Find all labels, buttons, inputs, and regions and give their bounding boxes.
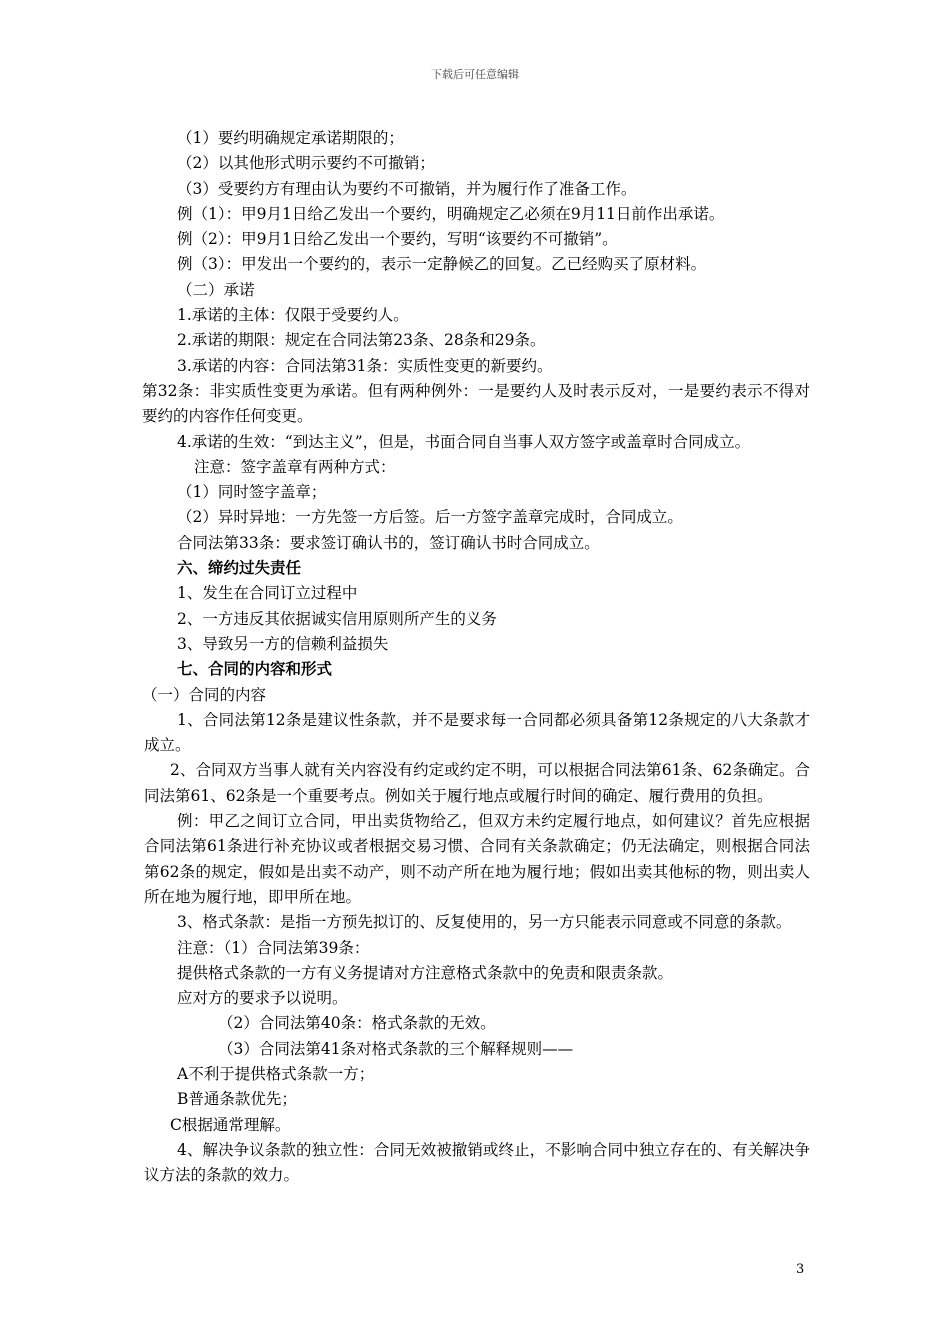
- paragraph: （2）以其他形式明示要约不可撤销；: [177, 154, 435, 173]
- list-item: C根据通常理解。: [170, 1115, 291, 1134]
- paragraph: （2）合同法第40条：格式条款的无效。: [218, 1014, 496, 1033]
- page-header: 下载后可任意编辑: [431, 68, 519, 81]
- paragraph-text: 2、合同双方当事人就有关内容没有约定或约定不明，可以根据合同法第61条、62条确定。合同法第61、62条是一个重要考点。例如关于履行地点或履行时间的确定、履行费用的负担。: [144, 761, 810, 805]
- section-heading: （二）承诺: [177, 280, 255, 299]
- paragraph-text: 例：甲乙之间订立合同，甲出卖货物给乙，但双方未约定履行地点，如何建议？首先应根据合同法第61条进行补充协议或者根据交易习惯、合同有关条款确定；仍无法确定，则根据合同法第62条的规定，假如是出卖不动产，则不动产所在地为履行地；假如出卖其他标的物，则出卖人所在地为履行地，即甲所在地。: [144, 812, 810, 906]
- paragraph: 例（3）：甲发出一个要约的，表示一定静候乙的回复。乙已经购买了原材料。: [177, 255, 707, 274]
- paragraph: [144, 809, 810, 910]
- paragraph: 例（1）：甲9月1日给乙发出一个要约，明确规定乙必须在9月11日前作出承诺。: [177, 204, 725, 223]
- paragraph: 第32条：非实质性变更为承诺。但有两种例外：一是要约人及时表示反对，一是要约表示不得对要约的内容作任何变更。: [142, 381, 810, 426]
- paragraph-text: 3、格式条款：是指一方预先拟订的、反复使用的，另一方只能表示同意或不同意的条款。: [177, 913, 792, 932]
- paragraph: 例（2）：甲9月1日给乙发出一个要约，写明“该要约不可撤销”。: [177, 230, 618, 249]
- paragraph: 注意：签字盖章有两种方式：: [194, 457, 396, 476]
- paragraph: 1.承诺的主体：仅限于受要约人。: [177, 306, 409, 325]
- section-heading: 七、合同的内容和形式: [177, 660, 333, 679]
- list-item: A不利于提供格式条款一方；: [177, 1064, 375, 1083]
- list-item: 2、一方违反其依据诚实信用原则所产生的义务: [177, 609, 497, 628]
- paragraph: 2.承诺的期限：规定在合同法第23条、28条和29条。: [177, 331, 546, 350]
- paragraph: （3）受要约方有理由认为要约不可撤销，并为履行作了准备工作。: [177, 179, 637, 198]
- paragraph-text: 4、解决争议条款的独立性：合同无效被撤销或终止，不影响合同中独立存在的、有关解决争议方法的条款的效力。: [144, 1140, 810, 1185]
- paragraph: 合同法第33条：要求签订确认书的，签订确认书时合同成立。: [177, 533, 600, 552]
- paragraph: [144, 708, 810, 759]
- paragraph: （2）异时异地：一方先签一方后签。后一方签字盖章完成时，合同成立。: [177, 508, 683, 527]
- list-item: 3、导致另一方的信赖利益损失: [177, 634, 389, 653]
- page-number: 3: [796, 1262, 805, 1277]
- paragraph: （1）要约明确规定承诺期限的；: [177, 129, 404, 147]
- paragraph: 提供格式条款的一方有义务提请对方注意格式条款中的免责和限责条款。: [177, 963, 674, 982]
- paragraph: 4.承诺的生效：“到达主义”，但是，书面合同自当事人双方签字或盖章时合同成立。: [177, 432, 751, 451]
- paragraph: [144, 758, 810, 809]
- paragraph: 注意：（1）合同法第39条：: [177, 938, 370, 957]
- document-body: [144, 126, 810, 1188]
- paragraph: [144, 1138, 810, 1189]
- paragraph: （1）同时签字盖章；: [177, 483, 327, 502]
- paragraph: 应对方的要求予以说明。: [177, 989, 348, 1008]
- list-item: 1、发生在合同订立过程中: [177, 584, 358, 603]
- section-heading: 六、缔约过失责任: [177, 559, 302, 578]
- paragraph: （3）合同法第41条对格式条款的三个解释规则——: [218, 1039, 574, 1058]
- paragraph: 3.承诺的内容：合同法第31条：实质性变更的新要约。: [177, 356, 553, 375]
- paragraph-text: 1、合同法第12条是建议性条款，并不是要求每一合同都必须具备第12条规定的八大条款才成立。: [144, 710, 810, 755]
- paragraph: [144, 910, 810, 935]
- subsection-heading: （一）合同的内容: [142, 685, 267, 704]
- list-item: B普通条款优先；: [177, 1090, 297, 1109]
